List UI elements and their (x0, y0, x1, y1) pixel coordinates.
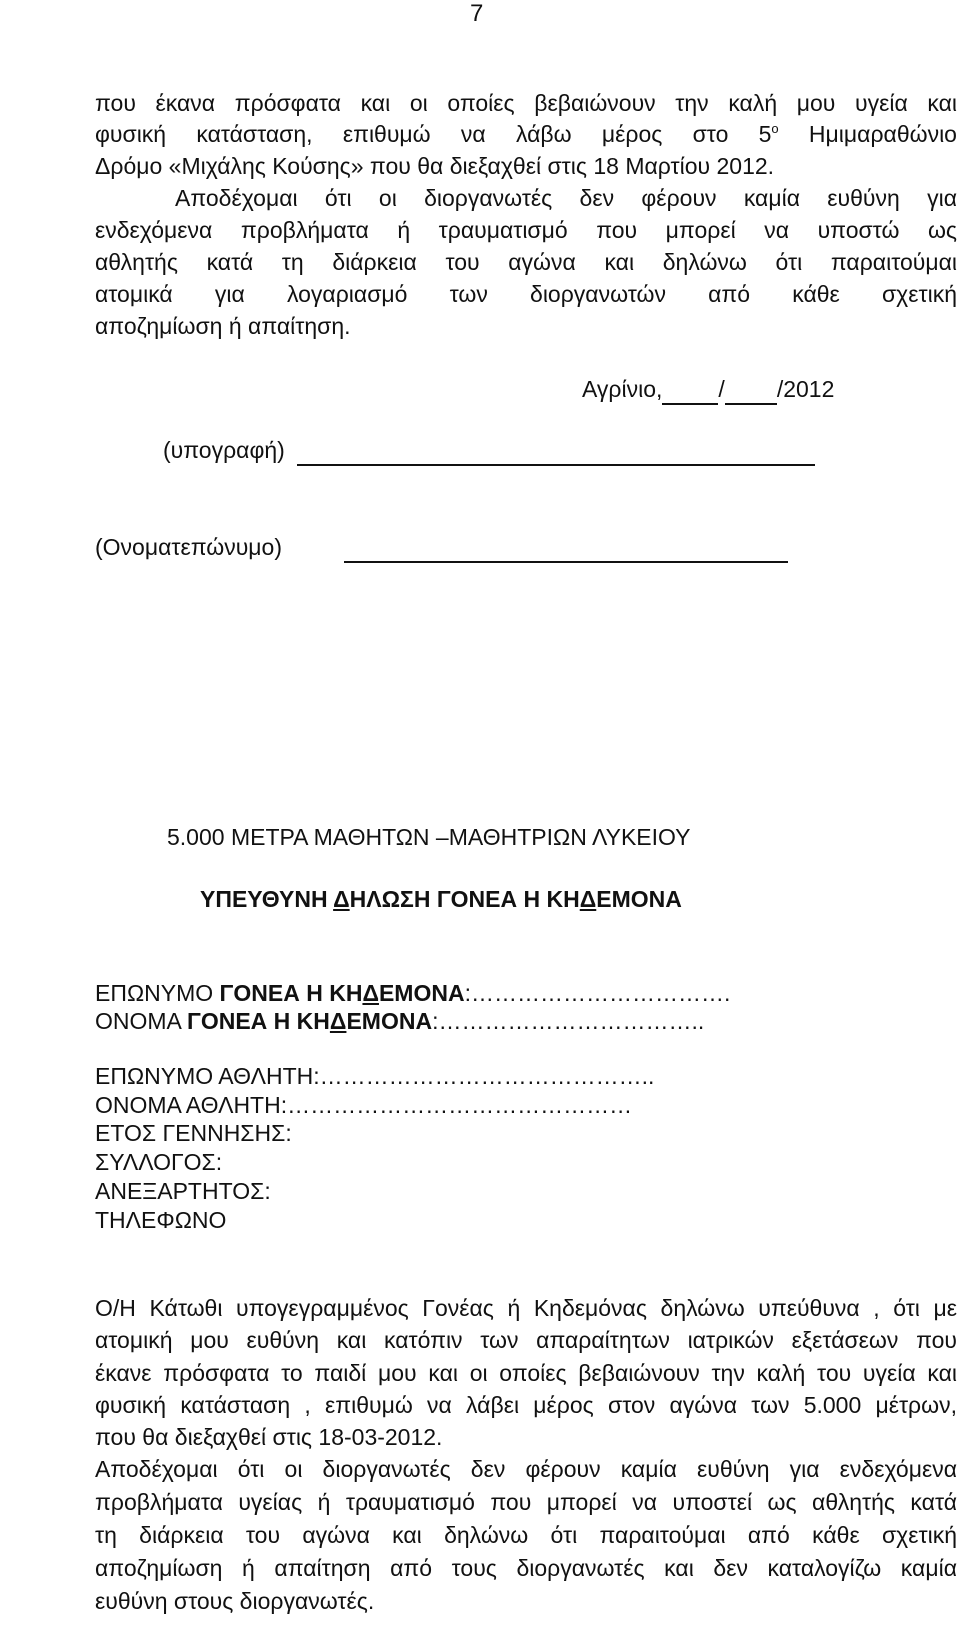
consent-line-1: που έκανα πρόσφατα και οι οποίες βεβαιώνουν την καλή μου υγεία και (95, 90, 957, 116)
section-title: 5.000 ΜΕΤΡΑ ΜΑΘΗΤΩΝ –ΜΑΘΗΤΡΙΩΝ ΛΥΚΕΙΟΥ (167, 824, 691, 850)
declaration-title-underlined: Δ (579, 886, 597, 912)
parent-name-field[interactable] (95, 1008, 704, 1035)
fullname-row (95, 534, 788, 563)
consent-line-2-rest: Ημιμαραθώνιο (778, 121, 957, 147)
consent-line-8: αποζημίωση ή απαίτηση. (95, 313, 351, 339)
parent-line-4: φυσική κατάσταση , επιθυμώ να λάβει μέρος στον αγώνα των 5.000 μέτρων, (95, 1392, 957, 1418)
parent-line-1: Ο/Η Κάτωθι υπογεγραμμένος Γονέας ή Κηδεμόνας δηλώνω υπεύθυνα , ότι με (95, 1295, 957, 1321)
fullname-blank[interactable] (344, 534, 788, 563)
field-dots: :……………………………. (464, 980, 731, 1006)
consent-line-2 (95, 121, 957, 148)
club-field[interactable]: ΣΥΛΛΟΓΟΣ: (95, 1149, 223, 1175)
date-slash: / (718, 376, 725, 402)
independent-field[interactable]: ΑΝΕΞΑΡΤΗΤΟΣ: (95, 1178, 271, 1204)
date-year: /2012 (776, 376, 835, 402)
date-place: Αγρίνιο, (582, 376, 663, 402)
field-label-bold: ΓΟΝΕΑ Η ΚΗ (219, 980, 363, 1006)
declaration-title-part: ΗΛΩΣΗ ΓΟΝΕΑ Η ΚΗ (349, 886, 580, 912)
parent-line-6: Αποδέχομαι ότι οι διοργανωτές δεν φέρουν καμία ευθύνη για ενδεχόμενα (95, 1456, 957, 1482)
declaration-title-part: ΕΜΟΝΑ (596, 886, 682, 912)
ordinal-superscript: ο (771, 121, 779, 136)
signature-row (163, 437, 815, 466)
consent-line-6: αθλητής κατά τη διάρκεια του αγώνα και δηλώνω ότι παραιτούμαι (95, 249, 957, 275)
field-label-bold: ΕΜΟΝΑ (378, 980, 465, 1006)
field-label-bold: Δ (362, 980, 379, 1006)
consent-line-5: ενδεχόμενα προβλήματα ή τραυματισμό που μπορεί να υποστώ ως (95, 217, 957, 243)
field-label-bold: Δ (329, 1008, 347, 1034)
field-label: ΕΠΩΝΥΜΟ (95, 980, 220, 1006)
date-day-blank[interactable] (662, 376, 718, 405)
field-label-bold: ΕΜΟΝΑ (346, 1008, 433, 1034)
birth-year-field[interactable]: ΕΤΟΣ ΓΕΝΝΗΣΗΣ: (95, 1120, 292, 1146)
parent-line-7: προβλήματα υγείας ή τραυματισμό που μπορεί να υποστεί ως αθλητής κατά (95, 1489, 957, 1515)
signature-label: (υπογραφή) (163, 437, 285, 463)
fullname-label: (Ονοματεπώνυμο) (95, 534, 283, 560)
field-label-bold: ΓΟΝΕΑ Η ΚΗ (187, 1008, 330, 1034)
date-line (582, 376, 834, 405)
parent-line-8: τη διάρκεια του αγώνα και δηλώνω ότι παραιτούμαι από κάθε σχετική (95, 1522, 957, 1548)
athlete-surname-field[interactable]: ΕΠΩΝΥΜΟ ΑΘΛΗΤΗ:…………………………………….. (95, 1063, 655, 1089)
consent-line-3: Δρόμο «Μιχάλης Κούσης» που θα διεξαχθεί στις 18 Μαρτίου 2012. (95, 153, 775, 179)
date-month-blank[interactable] (725, 376, 777, 405)
field-dots: :…………………………….. (432, 1008, 705, 1034)
phone-field[interactable]: ΤΗΛΕΦΩΝΟ (95, 1207, 227, 1233)
consent-line-4: Αποδέχομαι ότι οι διοργανωτές δεν φέρουν καμία ευθύνη για (175, 185, 957, 211)
consent-line-7: ατομικά για λογαριασμό των διοργανωτών από κάθε σχετική (95, 281, 957, 307)
consent-line-2-text: φυσική κατάσταση, επιθυμώ να λάβω μέρος στο 5 (95, 121, 772, 147)
parent-line-5: που θα διεξαχθεί στις 18-03-2012. (95, 1424, 443, 1450)
parent-surname-field[interactable] (95, 980, 730, 1007)
parent-line-2: ατομική μου ευθύνη και κατόπιν των απαραίτητων ιατρικών εξετάσεων που (95, 1327, 957, 1353)
declaration-title-underlined: Δ (333, 886, 350, 912)
parent-line-3: έκανε πρόσφατα το παιδί μου και οι οποίες βεβαιώνουν την καλή του υγεία και (95, 1360, 957, 1386)
declaration-title-part: ΥΠΕΥΘΥΝΗ (200, 886, 334, 912)
declaration-title (200, 886, 682, 913)
athlete-name-field[interactable]: ΟΝΟΜΑ ΑΘΛΗΤΗ:……………………………………… (95, 1092, 633, 1118)
parent-line-9: αποζημίωση ή απαίτηση από τους διοργανωτές και δεν καταλογίζω καμία (95, 1555, 957, 1581)
parent-line-10: ευθύνη στους διοργανωτές. (95, 1588, 375, 1614)
signature-blank[interactable] (297, 437, 815, 466)
field-label: ΟΝΟΜΑ (95, 1008, 188, 1034)
page-number: 7 (470, 0, 484, 27)
